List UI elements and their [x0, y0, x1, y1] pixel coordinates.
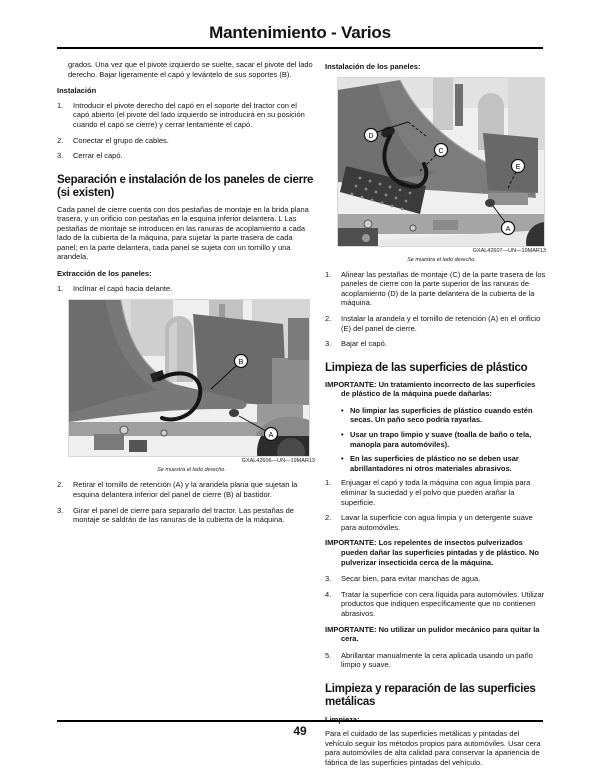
step-number: 2.	[57, 135, 64, 145]
tractor-side-view-drawing	[338, 78, 544, 246]
step-text: Instalar la arandela y el tornillo de retención (A) en el orificio (E) del panel de cierre.	[341, 314, 541, 333]
step-number: 4.	[325, 589, 332, 599]
step-text: Cerrar el capó.	[73, 151, 123, 161]
step-text: Retirar el tornillo de retención (A) y la arandela plana que sujetan la esquina delantera inferior del panel de cierre (B) al bastidor.	[73, 480, 298, 499]
bullet-text: En las superficies de plástico no se deben usar abrillantadores ni otros materiales abrasivos.	[350, 454, 519, 473]
right-column	[325, 60, 546, 775]
section-heading-paneles: Separación e instalación de los paneles de cierre (si existen)	[57, 173, 314, 199]
bullet-marker: •	[341, 430, 344, 440]
bullet-item	[341, 406, 546, 425]
bullet-item	[341, 454, 546, 473]
step-number: 2.	[325, 513, 332, 523]
important-note: IMPORTANTE: Los repelentes de insectos pulverizados pueden dañar las superficies pintadas y de plástico. No pulverizar insecticida cerca de la máquina.	[325, 538, 539, 567]
step-text: Inclinar el capó hacia delante.	[73, 283, 173, 293]
step-text: Conectar el grupo de cables.	[73, 135, 169, 145]
section-heading-plastico: Limpieza de las superficies de plástico	[325, 361, 528, 374]
callout-letter-e: E	[515, 163, 521, 171]
list-item	[325, 513, 546, 532]
list-item	[57, 284, 315, 294]
figure-code: GXAL42606—UN—19MAR13	[241, 458, 315, 465]
step-text: Secar bien, para evitar manchas de agua.	[341, 574, 481, 584]
list-item	[57, 506, 315, 525]
bullet-marker: •	[341, 405, 344, 415]
metal-body: Para el cuidado de las superficies metálicas y pintadas del vehículo seguir los métodos propios para automóviles. Usar cera para automóviles de alta calidad para conservar la apariencia de fábrica de las superficies pintadas del vehículo.	[325, 729, 541, 768]
heading-instalacion: Instalación	[57, 86, 97, 96]
step-number: 3.	[325, 339, 332, 349]
important-note: IMPORTANTE: No utilizar un pulidor mecánico para quitar la cera.	[325, 624, 540, 644]
list-item	[325, 270, 546, 308]
step-number: 3.	[57, 151, 64, 161]
section-body: Cada panel de cierre cuenta con dos pestañas de montaje en la brida plana trasera, y un orificio con pestañas en la esquina inferior delantera. L Las pestañas de montaje se introducen en las ranuras de acoplamiento a cada lado de la cubierta de la máquina, para sujetar la parte trasera de cada panel; en la parte delantera, cada panel se sujeta con un tornillo y una arandela.	[57, 204, 309, 262]
list-item	[325, 651, 546, 670]
bullet-text: Usar un trapo limpio y suave (toalla de baño o tela, manopla para automóviles).	[350, 430, 532, 449]
list-item	[325, 590, 546, 619]
tractor-illustration-2	[337, 77, 545, 247]
step-text: Tratar la superficie con cera líquida para automóviles. Utilizar productos que indiquen específicamente que no contienen abrasivos.	[341, 589, 545, 618]
list-item	[57, 151, 315, 161]
bullet-text: No limpiar las superficies de plástico cuando estén secas. Un paño seco podría rayarlas.	[350, 405, 533, 425]
list-item	[57, 101, 315, 130]
left-column	[57, 60, 315, 531]
bullet-item	[341, 430, 546, 449]
callout-letter-a: A	[268, 432, 274, 440]
step-number: 1.	[57, 283, 64, 293]
step-text: Alinear las pestañas de montaje (C) de la parte trasera de los paneles de cierre con la parte superior de las ranuras de acoplamiento (D) de la parte delantera de la cubierta de la máquina.	[341, 269, 546, 308]
heading-instalacion-paneles: Instalación de los paneles:	[325, 62, 421, 71]
heading-extraccion: Extracción de los paneles:	[57, 269, 152, 279]
callout-letter-c: C	[438, 147, 444, 155]
step-text: Introducir el pivote derecho del capó en el soporte del tractor con el capó abierto (el pivote del lado izquierdo se introducirá en su posición cuando el capó se cierre) y cerrar lentamente el capó.	[73, 100, 305, 129]
figure-code: GXAL42607—UN—19MAR13	[472, 247, 546, 254]
step-number: 2.	[325, 314, 332, 324]
callout-letter-b: B	[238, 359, 244, 367]
figure-tractor-right-side-2	[337, 77, 546, 264]
step-number: 1.	[325, 478, 332, 488]
callout-letter-d: D	[368, 132, 374, 140]
page-title: Mantenimiento - Varios	[209, 23, 391, 42]
list-item	[325, 574, 546, 584]
figure-caption: Se muestra el lado derecho.	[157, 467, 226, 474]
step-number: 1.	[57, 100, 64, 110]
list-item	[57, 480, 315, 499]
header-rule	[57, 47, 543, 49]
important-note: IMPORTANTE: Un tratamiento incorrecto de las superficies de plástico de la máquina puede dañarlas:	[325, 379, 536, 399]
step-number: 5.	[325, 650, 332, 660]
page-number: 49	[293, 724, 307, 738]
bullet-marker: •	[341, 454, 344, 464]
step-number: 3.	[325, 574, 332, 584]
paragraph-continuation: grados. Una vez que el pivote izquierdo se suelte, sacar el pivote del lado derecho. Bajar ligeramente el capó y levántelo de sus soportes (B).	[68, 60, 313, 79]
step-number: 3.	[57, 505, 64, 515]
section-heading-metalicas: Limpieza y reparación de las superficies metálicas	[325, 682, 536, 708]
step-text: Bajar el capó.	[341, 339, 387, 349]
figure-caption: Se muestra el lado derecho.	[407, 256, 476, 263]
figure-tractor-right-side-1	[68, 299, 315, 474]
step-text: Enjuagar el capó y toda la máquina con agua limpia para eliminar la suciedad y el polvo que pueden arañar la superficie.	[341, 478, 531, 507]
footer-rule	[57, 720, 543, 722]
step-number: 2.	[57, 480, 64, 490]
step-text: Abrillantar manualmente la cera aplicada usando un paño limpio y suave.	[341, 650, 533, 670]
tractor-side-view-drawing	[69, 300, 309, 456]
step-number: 1.	[325, 269, 332, 279]
list-item	[325, 339, 546, 349]
callout-letter-a2: A	[505, 225, 511, 233]
list-item	[57, 136, 315, 146]
list-item	[325, 314, 546, 333]
list-item	[325, 478, 546, 507]
step-text: Lavar la superficie con agua limpia y un detergente suave para automóviles.	[341, 513, 533, 532]
step-text: Girar el panel de cierre para separarlo del tractor. Las pestañas de montaje se saldrán de las ranuras de la cubierta de la máquina.	[73, 505, 294, 525]
tractor-illustration-1	[68, 299, 310, 457]
